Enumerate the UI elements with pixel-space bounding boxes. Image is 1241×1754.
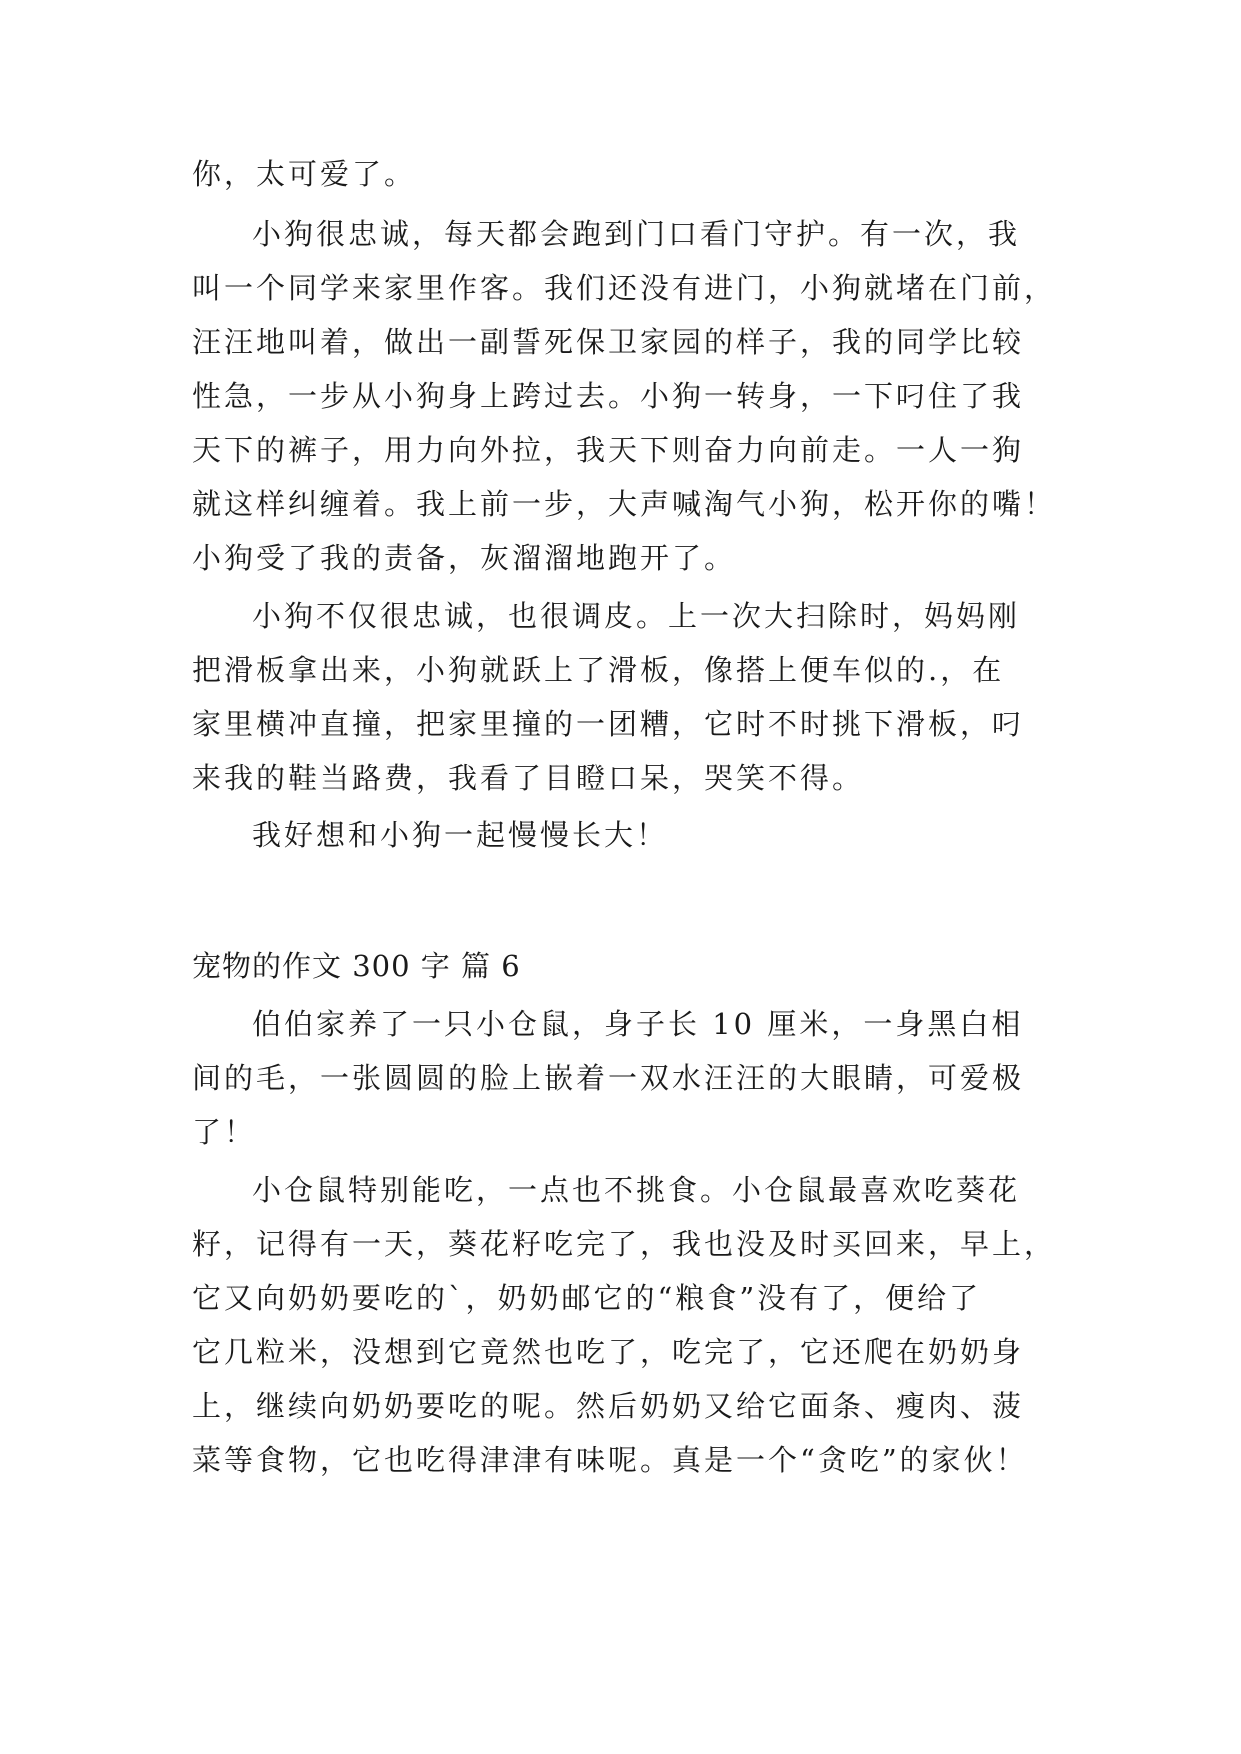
text-line: 上，继续向奶奶要吃的呢。然后奶奶又给它面条、瘦肉、菠: [192, 1389, 1025, 1423]
text-line: 间的毛，一张圆圆的脸上嵌着一双水汪汪的大眼睛，可爱极: [192, 1061, 1025, 1095]
paragraph-first-line: 伯伯家养了一只小仓鼠，身子长 10 厘米，一身黑白相: [252, 1007, 1024, 1041]
text-line: 籽，记得有一天，葵花籽吃完了，我也没及时买回来，早上，: [192, 1227, 1057, 1261]
text-line: 把滑板拿出来，小狗就跃上了滑板，像搭上便车似的.，在: [192, 653, 1005, 687]
text-line: 它又向奶奶要吃的`，奶奶邮它的“粮食”没有了，便给了: [192, 1281, 982, 1315]
paragraph-first-line: 小仓鼠特别能吃，一点也不挑食。小仓鼠最喜欢吃葵花: [252, 1173, 1021, 1207]
text-line: 了！: [192, 1115, 257, 1149]
text-line: 小狗受了我的责备，灰溜溜地跑开了。: [192, 541, 737, 575]
text-line: 天下的裤子，用力向外拉，我天下则奋力向前走。一人一狗: [192, 433, 1025, 467]
text-line: 你，太可爱了。: [192, 157, 417, 191]
text-line: 家里横冲直撞，把家里撞的一团糟，它时不时挑下滑板，叼: [192, 707, 1025, 741]
paragraph-first-line: 小狗不仅很忠诚，也很调皮。上一次大扫除时，妈妈刚: [252, 599, 1021, 633]
text-line: 就这样纠缠着。我上前一步，大声喊淘气小狗，松开你的嘴！: [192, 487, 1057, 521]
paragraph-first-line: 我好想和小狗一起慢慢长大！: [252, 818, 669, 852]
section-heading: 宠物的作文 300 字 篇 6: [192, 949, 521, 983]
text-line: 汪汪地叫着，做出一副誓死保卫家园的样子，我的同学比较: [192, 325, 1025, 359]
text-line: 它几粒米，没想到它竟然也吃了，吃完了，它还爬在奶奶身: [192, 1335, 1025, 1369]
text-line: 菜等食物，它也吃得津津有味呢。真是一个“贪吃”的家伙！: [192, 1443, 1028, 1477]
paragraph-first-line: 小狗很忠诚，每天都会跑到门口看门守护。有一次，我: [252, 217, 1021, 251]
text-line: 性急，一步从小狗身上跨过去。小狗一转身，一下叼住了我: [192, 379, 1025, 413]
text-line: 来我的鞋当路费，我看了目瞪口呆，哭笑不得。: [192, 761, 865, 795]
text-line: 叫一个同学来家里作客。我们还没有进门，小狗就堵在门前，: [192, 271, 1057, 305]
